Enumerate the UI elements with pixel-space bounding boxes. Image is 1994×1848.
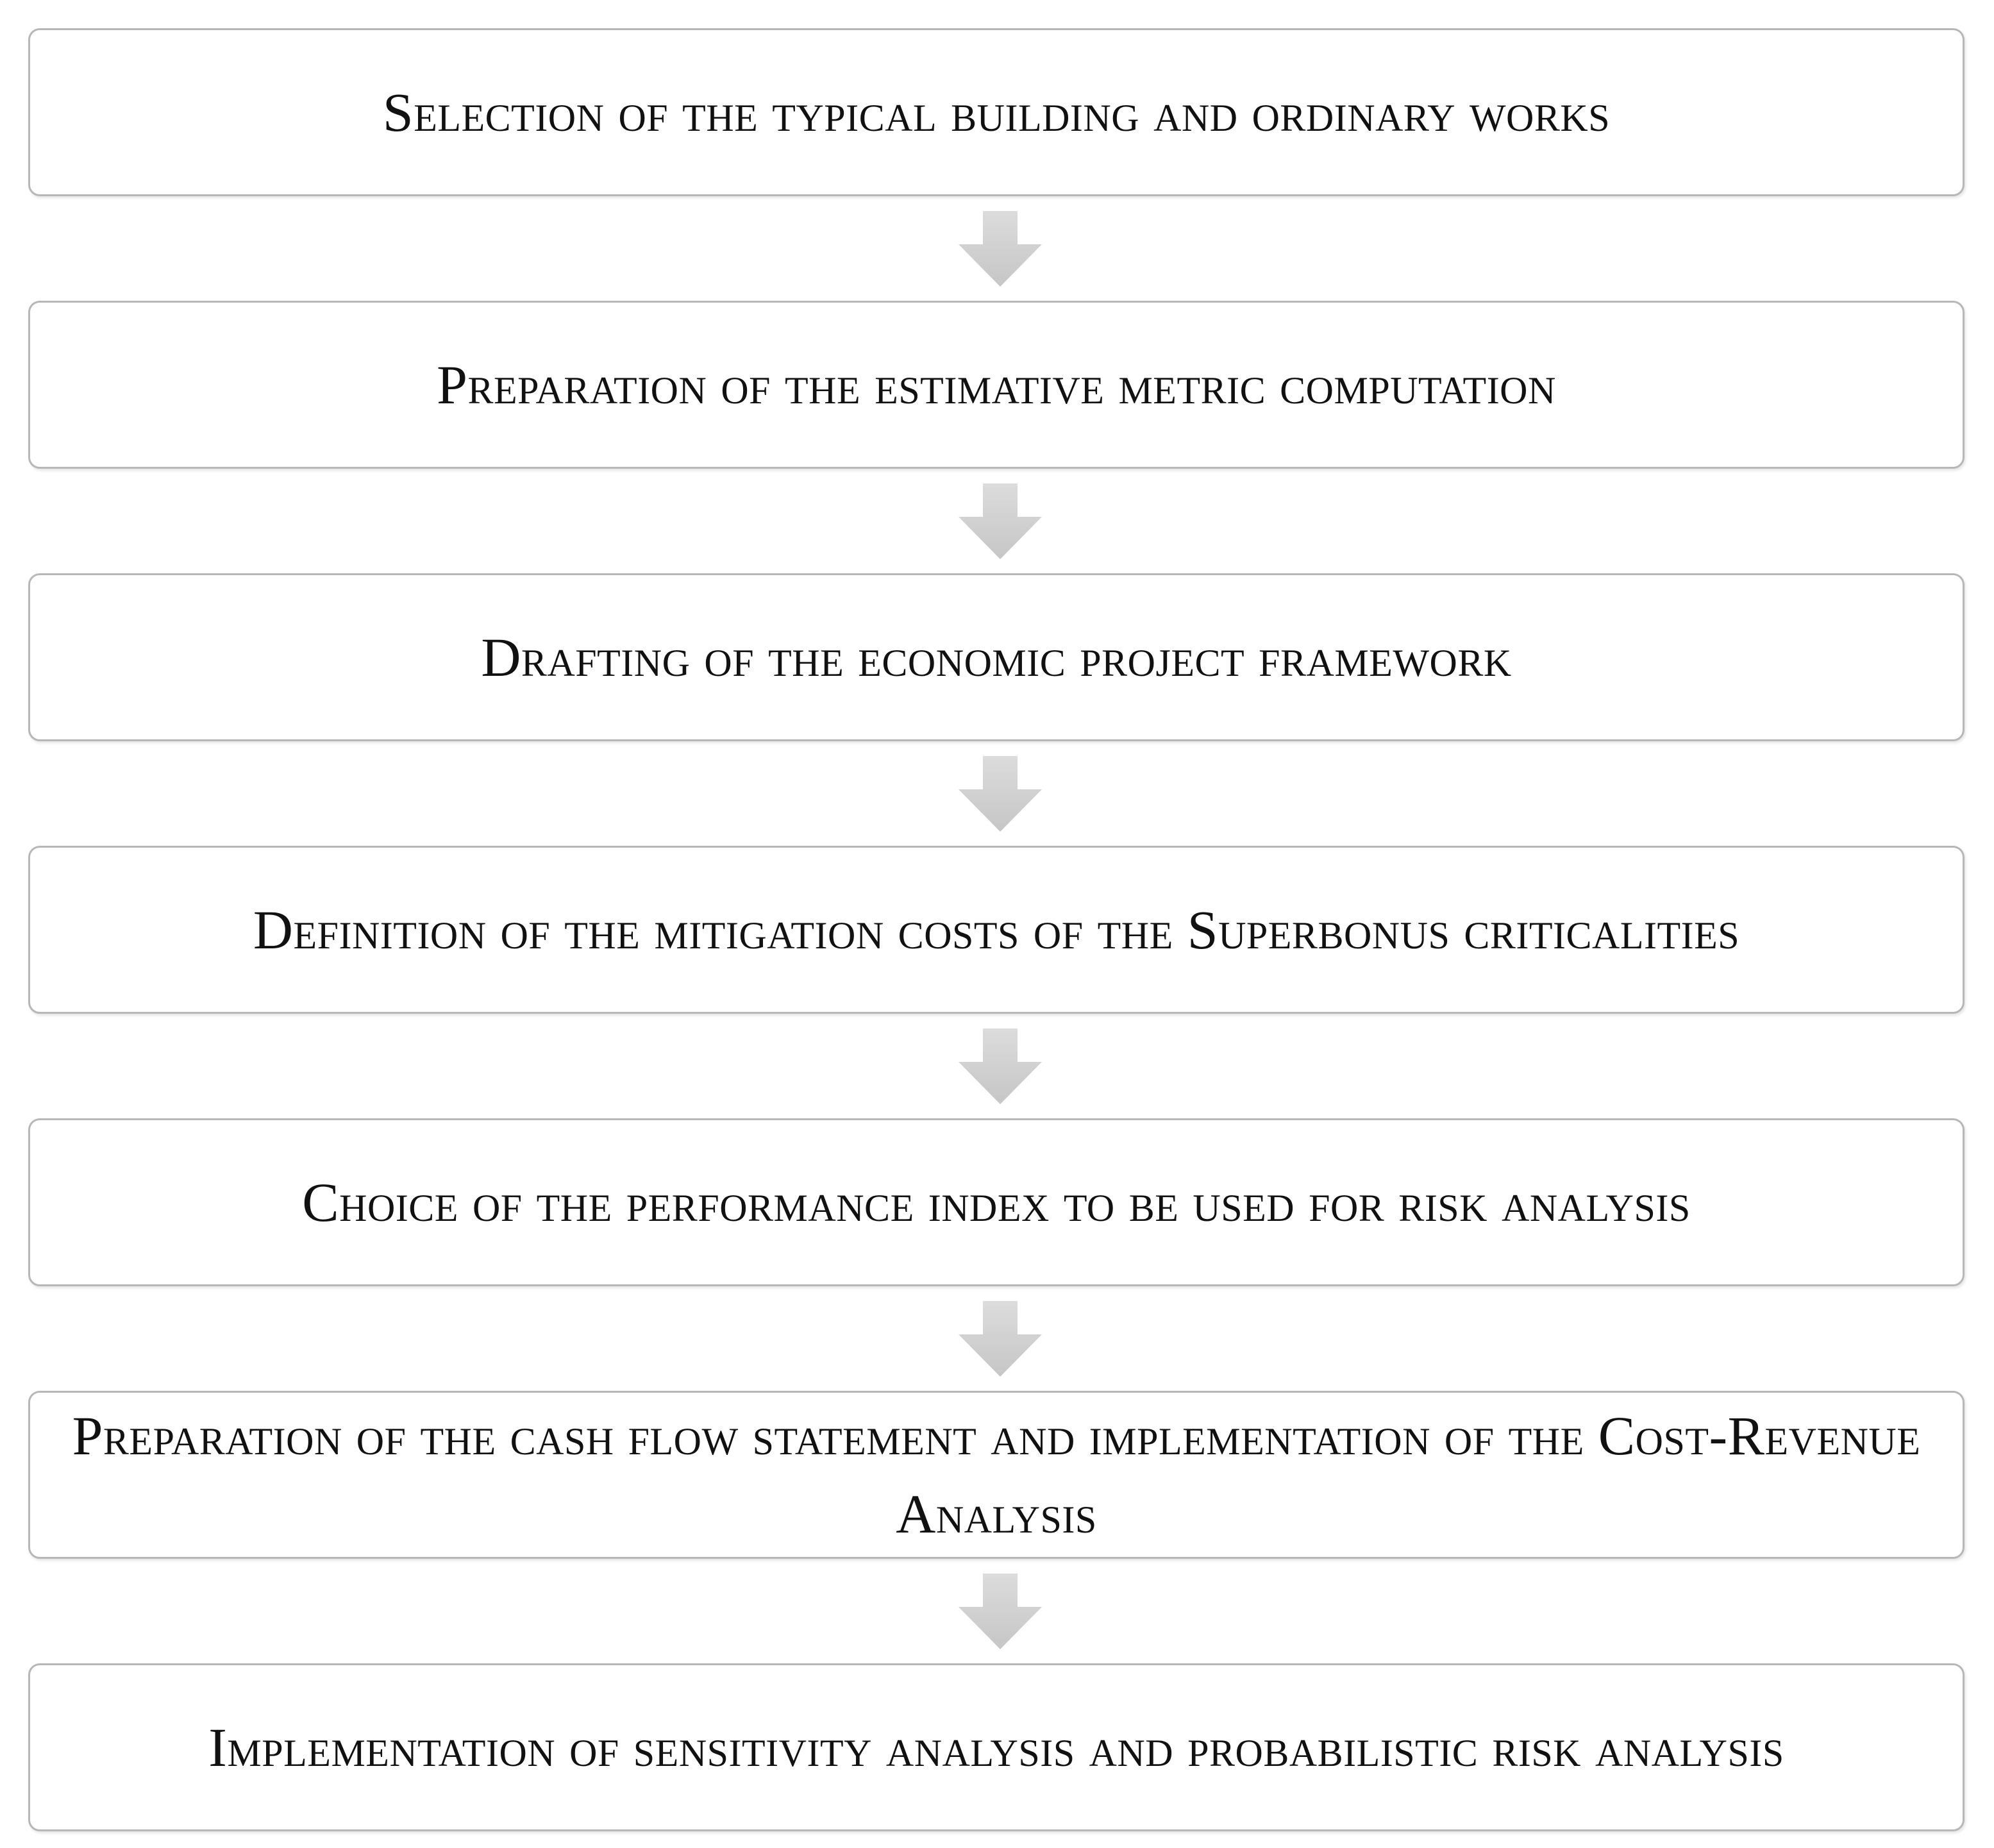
step-box-2	[28, 301, 1965, 469]
step-label-2: Preparation of the estimative metric computation	[437, 353, 1556, 416]
step-box-3	[28, 573, 1965, 741]
step-label-7: Implementation of sensitivity analysis and probabilistic risk analysis	[208, 1716, 1784, 1778]
step-label-1: Selection of the typical building and ordinary works	[382, 81, 1611, 143]
step-box-6	[28, 1391, 1965, 1559]
step-box-7	[28, 1663, 1965, 1831]
step-box-4	[28, 846, 1965, 1014]
step-box-1	[28, 28, 1965, 196]
step-label-5: Choice of the performance index to be used for risk analysis	[302, 1171, 1691, 1233]
down-arrow-icon	[959, 1029, 1042, 1104]
down-arrow-icon	[959, 1574, 1042, 1649]
step-label-3: Drafting of the economic project framework	[481, 626, 1512, 688]
step-label-6: Preparation of the cash flow statement and implementation of the Cost-Revenue Analysis	[72, 1404, 1921, 1545]
down-arrow-icon	[959, 1301, 1042, 1377]
down-arrow-icon	[959, 756, 1042, 832]
down-arrow-icon	[959, 211, 1042, 287]
down-arrow-icon	[959, 483, 1042, 559]
step-label-4: Definition of the mitigation costs of the Superbonus criticalities	[253, 898, 1740, 961]
step-box-5	[28, 1118, 1965, 1286]
